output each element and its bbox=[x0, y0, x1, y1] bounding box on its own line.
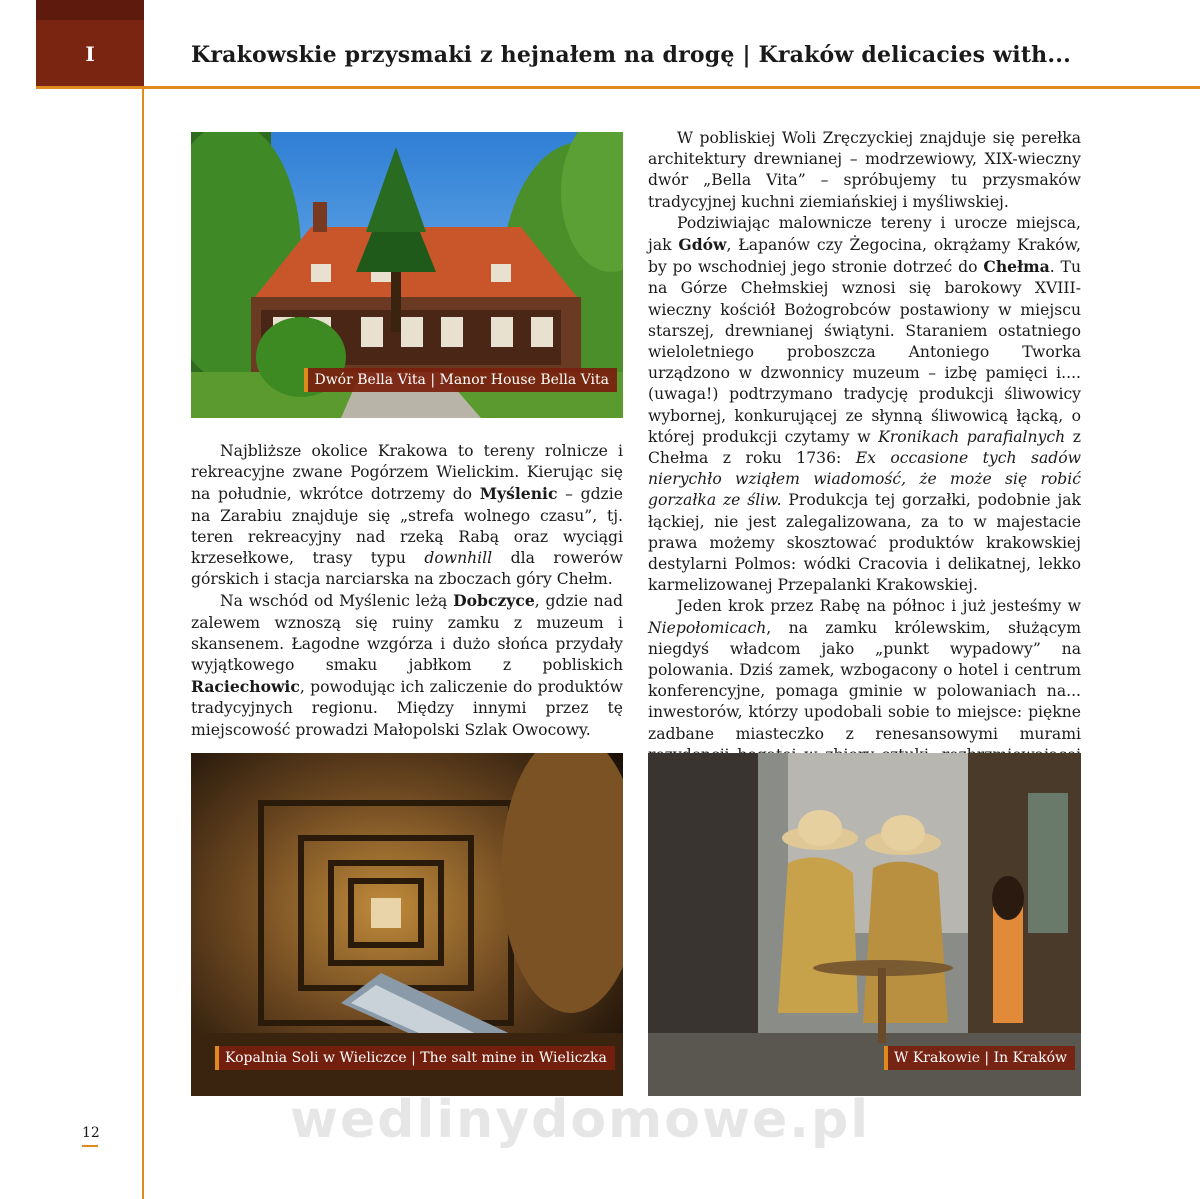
photo-krakow bbox=[648, 753, 1081, 1096]
text-run: Produkcja tej gorzałki, podobnie jak łąckiej, nie jest zalegalizowana, za to w majestacie prawa możemy skosztować produktów krakowskiej destylarni Polmos: wódki Cracovia i delikatnej, lekko karmelizowanej Przepalanki Krakowskiej. bbox=[648, 491, 1081, 595]
margin-rule bbox=[142, 86, 144, 1199]
place-name: Chełma bbox=[983, 257, 1050, 277]
text-run: , powodując ich zaliczenie do produktów tradycyjnych regionu. Między innymi przez tę miejscowość prowadzi Małopolski Szlak Owocowy. bbox=[191, 678, 623, 739]
text-run: Podziwiając malownicze tereny i urocze miejsca, jak bbox=[648, 213, 1081, 255]
paragraph bbox=[648, 213, 1081, 597]
text-run: , Łapanów czy Żegocina, okrążamy Kraków, by po wschodniej jego stronie dotrzeć do bbox=[648, 236, 1081, 277]
text-run: dla rowerów górskich i stacja narciarska na zboczach góry Chełm. bbox=[191, 549, 623, 589]
italic-term: downhill bbox=[424, 549, 493, 568]
place-name: Myślenic bbox=[479, 484, 558, 504]
text-run: – gdzie na Zarabiu znajduje się „strefa wolnego czasu”, tj. teren rekreacyjny nad rzeką Rabą oraz wyciągi krzesełkowe, trasy typu bbox=[191, 485, 623, 568]
place-name: Dobczyce bbox=[453, 591, 535, 611]
photo-bella-vita bbox=[191, 132, 623, 418]
chapter-number: I bbox=[85, 42, 95, 66]
text-run: Najbliższe okolice Krakowa to tereny rolnicze i rekreacyjne zwane Pogórzem Wielickim. Kierując się na południe, wkrótce dotrzemy do bbox=[191, 442, 623, 504]
caption-krakow: W Krakowie | In Kraków bbox=[884, 1046, 1075, 1070]
paragraph bbox=[191, 590, 623, 740]
place-name: Gdów bbox=[678, 235, 727, 255]
text-run: , gdzie nad zalewem wznoszą się ruiny zamku z muzeum i skansenem. Łagodne wzgórza i dużo słońca przydały wyjątkowego smaku jabłkom z pobliskich bbox=[191, 592, 623, 675]
photo-salt-mine bbox=[191, 753, 623, 1096]
left-column-text bbox=[191, 441, 623, 741]
right-column-text bbox=[648, 128, 1081, 809]
text-run: Na wschód od Myślenic leżą bbox=[220, 592, 454, 611]
italic-title: Kronikach parafialnych bbox=[878, 427, 1066, 446]
text-run: . Tu na Górze Chełmskiej wznosi się barokowy XVIII-wieczny kościół Bożogrobców postawiony w miejscu starszej, drewnianej świątyni. Staraniem ostatniego wieloletniego proboszcza Antoniego Tworka urządzono w dzwonnicy muzeum – izbę pamięci i.... (uwaga!) podtrzymano tradycję produkcji śliwowicy wybornej, konkurującej ze słynną śliwowicą łącką, o której produkcji czytamy w bbox=[648, 258, 1081, 446]
salt-mine-illustration bbox=[191, 753, 623, 1096]
caption-salt-mine: Kopalnia Soli w Wieliczce | The salt mine in Wieliczka bbox=[215, 1046, 615, 1070]
paragraph bbox=[191, 441, 623, 590]
text-run: , na zamku królewskim, służącym niegdyś władcom jako „punkt wypadowy” na polowania. Dziś zamek, wzbogacony o hotel i centrum konferencyjne, pomaga gminie w polowaniach na... inwestorów, którzy upodobali sobie to miejsce: piękne zadbane miasteczko z renesansowymi murami bbox=[648, 618, 1081, 743]
header-rule bbox=[36, 86, 1200, 89]
page-number: 12 bbox=[82, 1125, 100, 1141]
page-title: Krakowskie przysmaki z hejnałem na drogę | Kraków delicacies with... bbox=[191, 42, 1071, 68]
caption-bella-vita: Dwór Bella Vita | Manor House Bella Vita bbox=[304, 368, 617, 392]
krakow-street-illustration bbox=[648, 753, 1081, 1096]
page-number-rule bbox=[82, 1145, 98, 1147]
italic-place: Niepołomicach bbox=[648, 618, 767, 637]
text-run: Jeden krok przez Rabę na północ i już jesteśmy w bbox=[677, 597, 1081, 616]
text-run: z Chełma z roku 1736: bbox=[648, 427, 1081, 468]
paragraph: W pobliskiej Woli Zręczyckiej znajduje się perełka architektury drewnianej – modrzewiowy, XIX-wieczny dwór „Bella Vita” – spróbujemy tu przysmaków tradycyjnej kuchni ziemiańskiej i myśliwskiej. bbox=[648, 129, 1081, 211]
chapter-box-top bbox=[36, 0, 144, 20]
place-name: Raciechowic bbox=[191, 677, 300, 697]
chapter-box bbox=[36, 0, 144, 86]
watermark: wedlinydomowe.pl bbox=[290, 1090, 871, 1150]
italic-quote: Ex occasione tych sadów nierychło wziąłem wiadomość, że może się robić gorzałka ze śliw. bbox=[648, 449, 1081, 510]
